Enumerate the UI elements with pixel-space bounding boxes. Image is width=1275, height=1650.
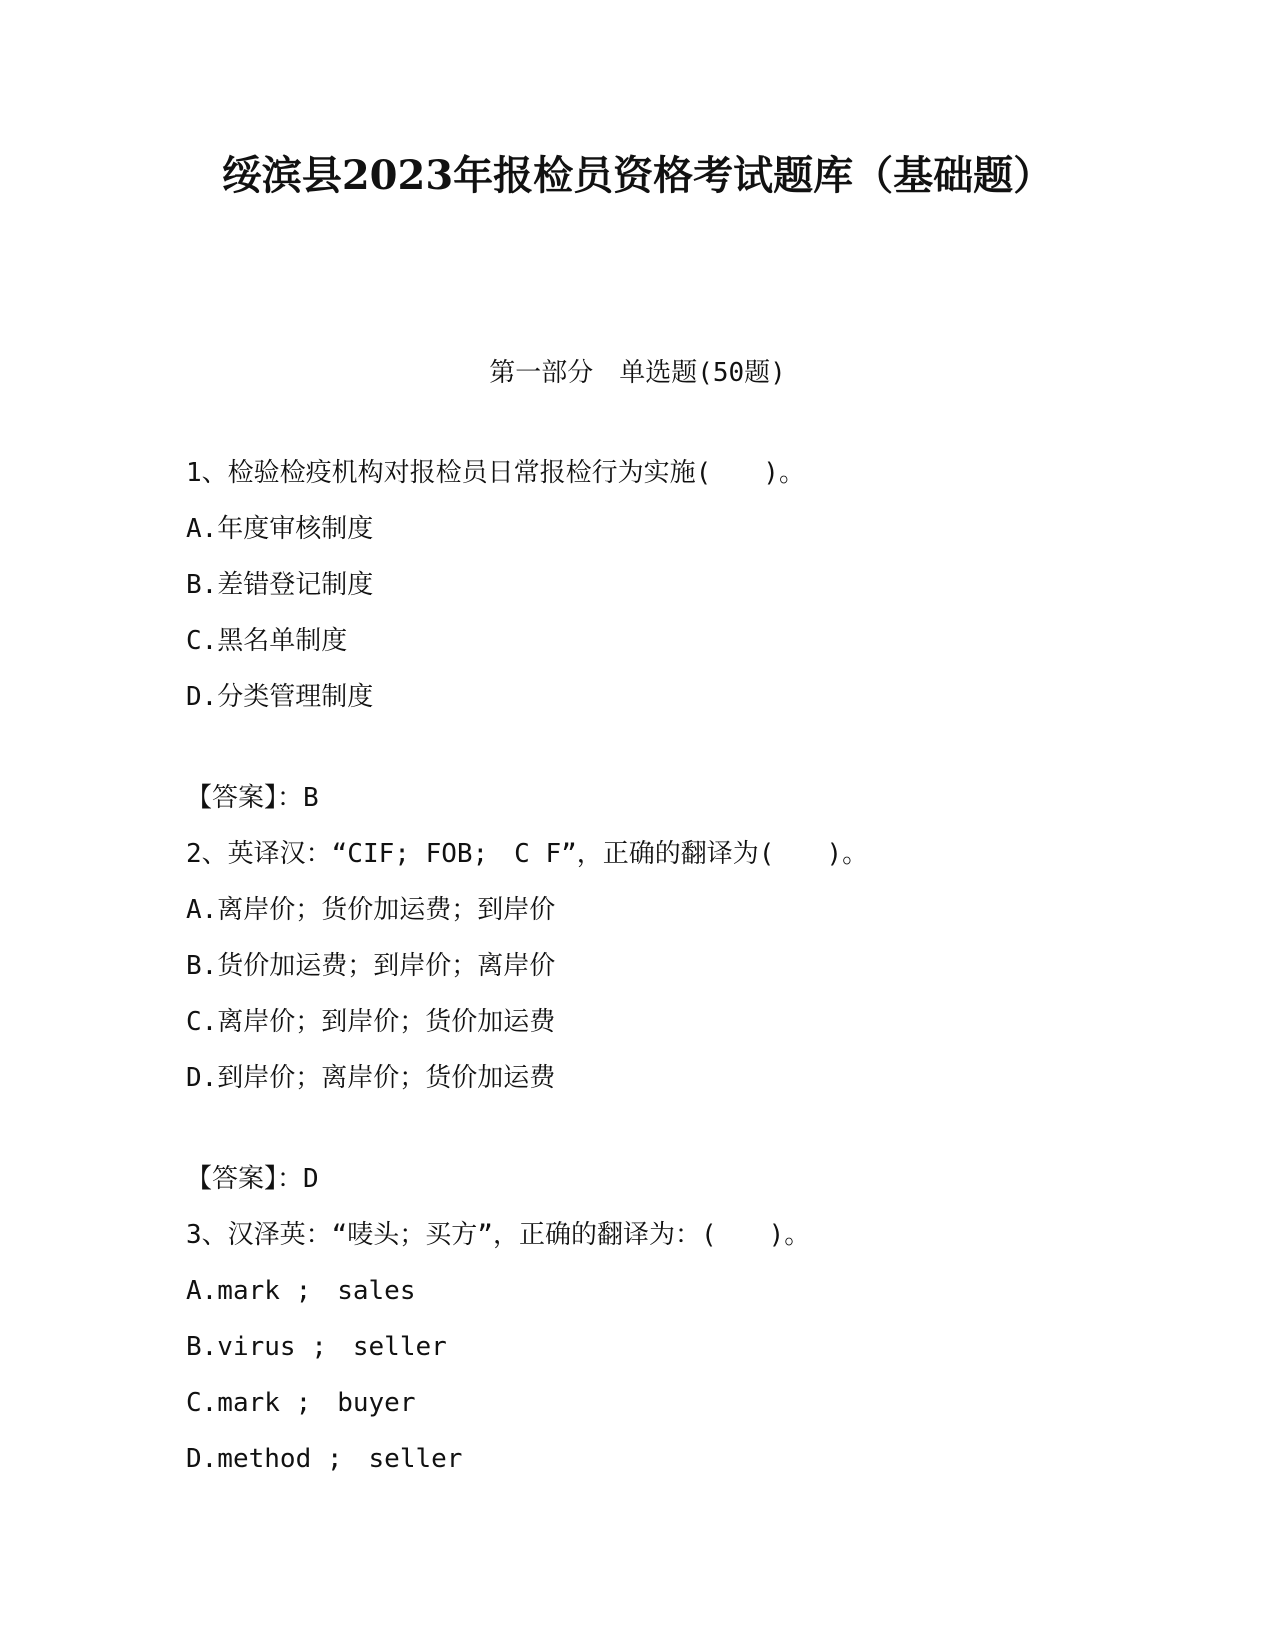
option-c: C.黑名单制度 xyxy=(186,626,348,656)
answer-line: 【答案】：D xyxy=(186,1164,319,1194)
option-b: B.virus ; seller xyxy=(186,1332,447,1362)
document-title: 绥滨县2023年报检员资格考试题库（基础题） xyxy=(221,152,1054,199)
question-stem: 1、检验检疫机构对报检员日常报检行为实施( )。 xyxy=(186,458,805,488)
question-3 xyxy=(186,1215,1186,1495)
option-d: D.到岸价；离岸价；货价加运费 xyxy=(186,1063,556,1093)
option-d: D.分类管理制度 xyxy=(186,682,374,712)
option-a: A.mark ; sales xyxy=(186,1276,416,1306)
option-c: C.mark ; buyer xyxy=(186,1388,416,1418)
question-stem: 2、英译汉：“CIF; FOB; C F”，正确的翻译为( )。 xyxy=(186,839,869,869)
section-heading: 第一部分 单选题(50题) xyxy=(489,358,786,388)
option-a: A.离岸价；货价加运费；到岸价 xyxy=(186,895,556,925)
question-1 xyxy=(186,453,1186,834)
question-stem: 3、汉泽英：“唛头；买方”，正确的翻译为：( )。 xyxy=(186,1220,811,1250)
option-d: D.method ; seller xyxy=(186,1444,463,1474)
option-b: B.货价加运费；到岸价；离岸价 xyxy=(186,951,556,981)
option-c: C.离岸价；到岸价；货价加运费 xyxy=(186,1007,556,1037)
question-2 xyxy=(186,834,1186,1215)
question-list xyxy=(186,453,1186,1495)
option-a: A.年度审核制度 xyxy=(186,514,374,544)
option-b: B.差错登记制度 xyxy=(186,570,374,600)
answer-line: 【答案】：B xyxy=(186,783,319,813)
